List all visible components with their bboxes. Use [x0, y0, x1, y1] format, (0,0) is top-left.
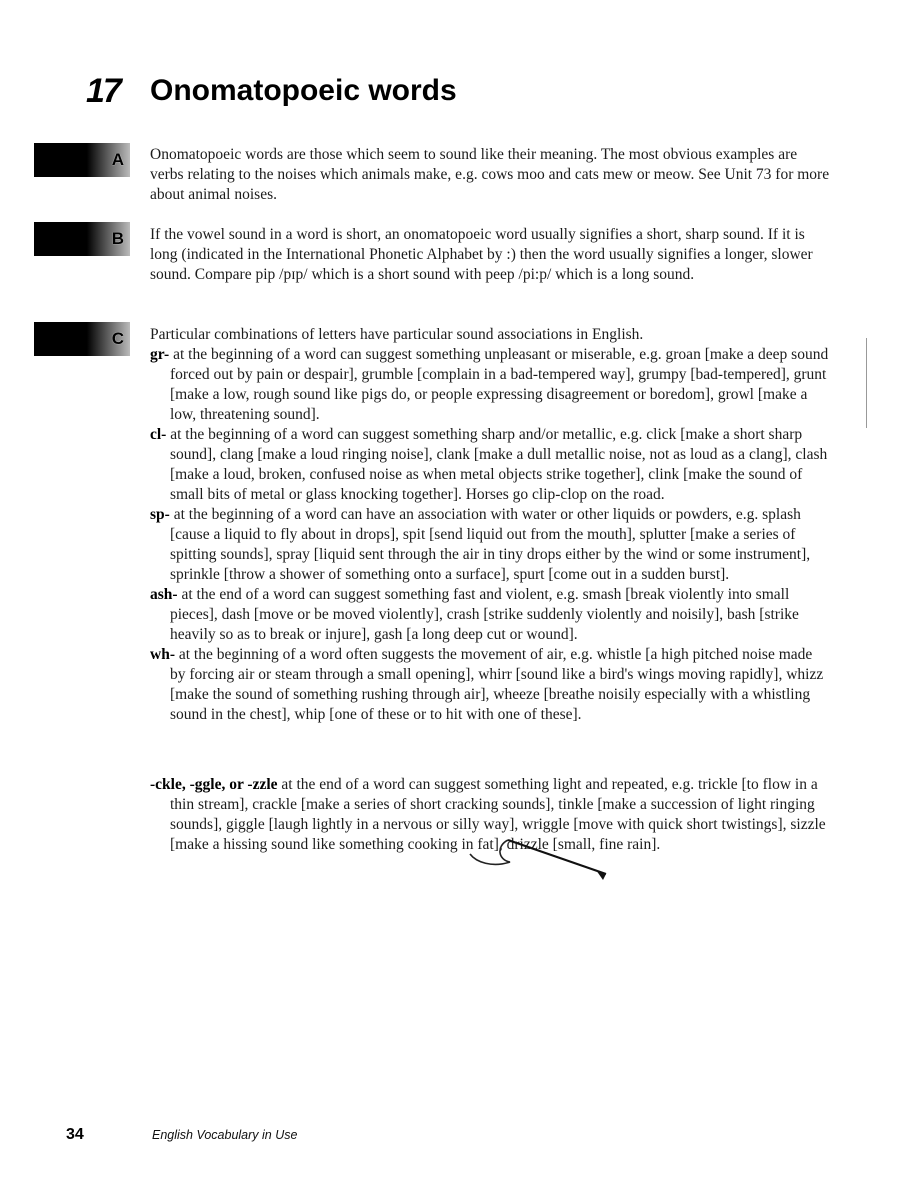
margin-mark	[866, 338, 867, 428]
page-number: 34	[66, 1126, 84, 1143]
whip-illustration-icon	[466, 832, 616, 882]
unit-header	[86, 66, 457, 116]
section-a-letter: A	[111, 150, 124, 169]
entry-wh-text: at the beginning of a word often suggests the movement of air, e.g. whistle [a high pitched noise made by forcing air or steam through a small opening], whirr [sound like a bird's wings moving rapidly], whizz [make the sound of something rushing through air], wheeze [breathe noisily especially with a whistling sound in the chest], whip [one of these or to hit with one of these].	[170, 646, 824, 723]
section-b-text-block	[150, 225, 830, 285]
entry-ckle-head: -ckle, -ggle, or -zzle	[150, 776, 278, 793]
entry-sp	[150, 505, 830, 585]
entry-ckle-text: at the end of a word can suggest something light and repeated, e.g. trickle [to flow in a thin stream], crackle [make a series of short cracking sounds], tinkle [make a succession of light ringing sounds], giggle [laugh lightly in a nervous or silly way], wriggle [move with quick short twistings], sizzle [make a hissing sound like something cooking in fat], drizzle [small, fine rain].	[170, 776, 826, 853]
section-c-letter: C	[111, 329, 124, 348]
section-c-intro: Particular combinations of letters have particular sound associations in English.	[150, 326, 644, 343]
section-b-letter: B	[111, 229, 124, 248]
entry-gr-head: gr-	[150, 346, 170, 363]
page-title: Onomatopoeic words	[150, 74, 457, 107]
section-a-marker	[34, 143, 130, 177]
unit-number: 17	[86, 71, 120, 110]
entry-gr-text: at the beginning of a word can suggest something unpleasant or miserable, e.g. groan [make a deep sound forced out by pain or despair], grumble [complain in a bad-tempered way], grumpy [bad-tempered], grunt [make a low, rough sound like pigs do, or people expressing disagreement or boredom], growl [make a low, threatening sound].	[170, 346, 829, 423]
section-a-text: Onomatopoeic words are those which seem to sound like their meaning. The most obvious examples are verbs relating to the noises which animals make, e.g. cows moo and cats mew or meow. See Unit 73 for more about animal noises.	[150, 146, 830, 203]
entry-sp-text: at the beginning of a word can have an association with water or other liquids or powders, e.g. splash [cause a liquid to fly about in drops], spit [send liquid out from the mouth], splutter [make a series of spitting sounds], spray [liquid sent through the air in tiny drops either by the wind or some instrument], sprinkle [throw a shower of something onto a surface], spurt [come out in a sudden burst].	[170, 506, 811, 583]
section-b-text: If the vowel sound in a word is short, an onomatopoeic word usually signifies a short, sharp sound. If it is long (indicated in the International Phonetic Alphabet by :) then the word usually signifies a longer, slower sound. Compare pip /pɪp/ which is a short sound with peep /pi:p/ which is a long sound.	[150, 226, 813, 283]
entry-ash	[150, 585, 830, 645]
entry-ash-head: ash-	[150, 586, 178, 603]
entry-wh-head: wh-	[150, 646, 175, 663]
section-c-text-block	[150, 325, 830, 855]
entry-cl	[150, 425, 830, 505]
entry-wh	[150, 645, 830, 725]
section-c-marker	[34, 322, 130, 356]
section-b-marker	[34, 222, 130, 256]
entry-cl-head: cl-	[150, 426, 167, 443]
entry-gr	[150, 345, 830, 425]
entry-ash-text: at the end of a word can suggest something fast and violent, e.g. smash [break violently into small pieces], dash [move or be moved violently], crash [strike suddenly violently and noisily], bash [strike heavily so as to break or injure], gash [a long deep cut or wound].	[170, 586, 799, 643]
book-title: English Vocabulary in Use	[152, 1128, 298, 1142]
entry-cl-text: at the beginning of a word can suggest something sharp and/or metallic, e.g. click [make a short sharp sound], clang [make a loud ringing noise], clank [make a dull metallic noise, not as loud as a clang], clash [make a loud, broken, confused noise as when metal objects strike together], clink [make the sound of small bits of metal or glass knocking together]. Horses go clip-clop on the road.	[170, 426, 828, 503]
entry-sp-head: sp-	[150, 506, 170, 523]
section-a-text-block	[150, 145, 830, 205]
